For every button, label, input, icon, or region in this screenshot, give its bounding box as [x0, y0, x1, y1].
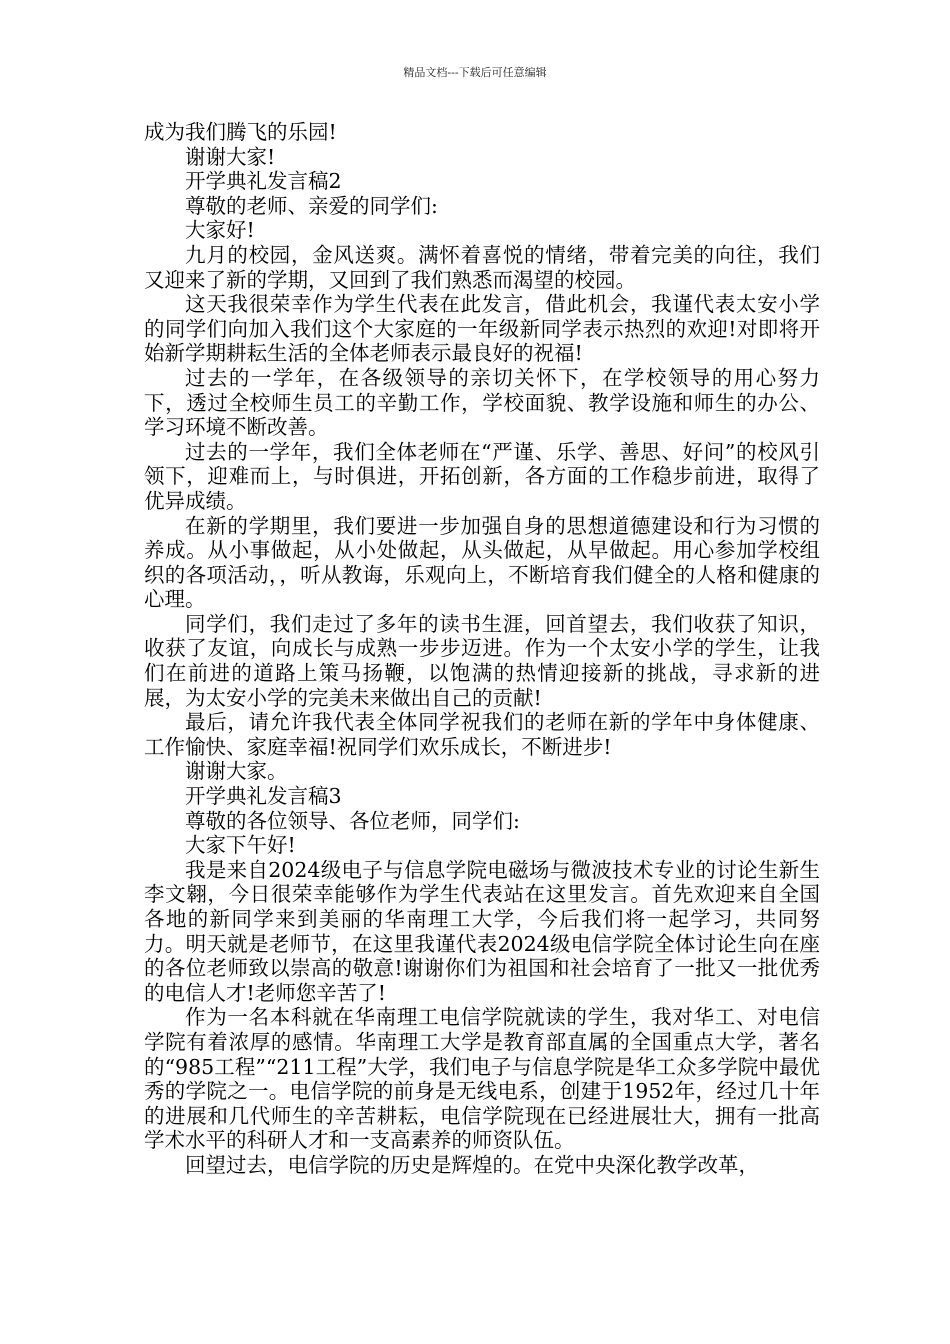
paragraph: 作为一名本科就在华南理工电信学院就读的学生，我对华工、对电信学院有着浓厚的感情。华南理工大学是教育部直属的全国重点大学，著名的“985工程”“211工程”大学，我们电子与信息学院是华工众多学院中最优秀的学院之一。电信学院的前身是无线电系，创建于1952年，经过几十年的进展和几代师生的辛苦耕耘，电信学院现在已经进展壮大，拥有一批高学术水平的科研人才和一支高素养的师资队伍。	[144, 1005, 820, 1153]
paragraph: 在新的学期里，我们要进一步加强自身的思想道德建设和行为习惯的养成。从小事做起，从小处做起，从头做起，从早做起。用心参加学校组织的各项活动，，听从教诲，乐观向上，不断培育我们健全的人格和健康的心理。	[144, 513, 820, 612]
salutation: 尊敬的各位领导、各位老师，同学们:	[185, 808, 520, 833]
paragraph: 这天我很荣幸作为学生代表在此发言，借此机会，我谨代表太安小学的同学们向加入我们这个大家庭的一年级新同学表示热烈的欢迎!对即将开始新学期耕耘生活的全体老师表示最良好的祝福!	[144, 292, 820, 366]
paragraph: 最后，请允许我代表全体同学祝我们的老师在新的学年中身体健康、工作愉快、家庭幸福!祝同学们欢乐成长，不断进步!	[144, 710, 820, 759]
paragraph: 九月的校园，金风送爽。满怀着喜悦的情绪，带着完美的向往，我们又迎来了新的学期，又回到了我们熟悉而渴望的校园。	[144, 242, 820, 292]
paragraph: 回望过去，电信学院的历史是辉煌的。在党中央深化教学改革，	[185, 1152, 759, 1177]
paragraph: 过去的一学年，我们全体老师在“严谨、乐学、善思、好问”的校风引领下，迎难而上，与时俱进，开拓创新，各方面的工作稳步前进，取得了优异成绩。	[144, 439, 820, 513]
salutation: 尊敬的老师、亲爱的同学们:	[185, 193, 438, 218]
greeting: 大家下午好!	[185, 833, 296, 858]
greeting: 大家好!	[185, 218, 255, 243]
paragraph: 谢谢大家!	[185, 144, 276, 169]
paragraph: 谢谢大家。	[185, 759, 288, 784]
paragraph: 过去的一学年，在各级领导的亲切关怀下，在学校领导的用心努力下，透过全校师生员工的辛勤工作，学校面貌、教学设施和师生的办公、学习环境不断改善。	[144, 365, 820, 440]
paragraph: 同学们，我们走过了多年的读书生涯，回首望去，我们收获了知识，收获了友谊，向成长与成熟一步步迈进。作为一个太安小学的学生，让我们在前进的道路上策马扬鞭，以饱满的热情迎接新的挑战，寻求新的进展，为太安小学的完美未来做出自己的贡献!	[144, 611, 820, 710]
paragraph: 我是来自2024级电子与信息学院电磁场与微波技术专业的讨论生新生李文翱，今日很荣幸能够作为学生代表站在这里发言。首先欢迎来自全国各地的新同学来到美丽的华南理工大学，今后我们将一起学习，共同努力。明天就是老师节，在这里我谨代表2024级电信学院全体讨论生向在座的各位老师致以崇高的敬意!谢谢你们为祖国和社会培育了一批又一批优秀的电信人才!老师您辛苦了!	[144, 857, 820, 1005]
section-title: 开学典礼发言稿2	[185, 169, 342, 194]
document-body	[144, 120, 820, 1178]
page-header: 精品文档---下载后可任意编辑	[403, 66, 547, 79]
section-title: 开学典礼发言稿3	[185, 784, 342, 809]
paragraph: 成为我们腾飞的乐园!	[144, 120, 337, 144]
